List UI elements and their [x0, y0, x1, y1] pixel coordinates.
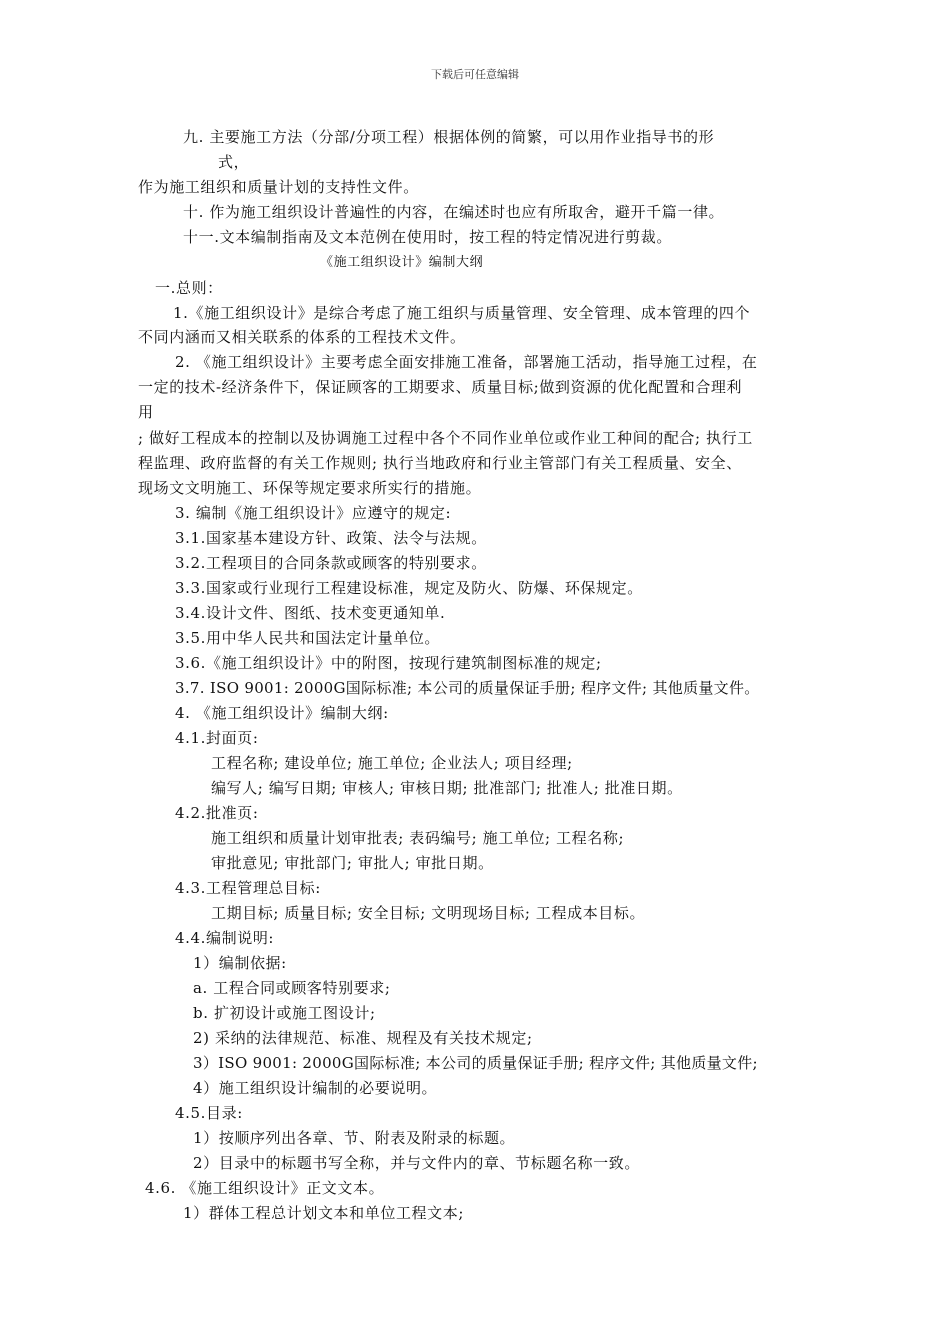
text-line: 十. 作为施工组织设计普遍性的内容，在编述时也应有所取舍，避开千篇一律。 — [183, 203, 725, 221]
text-line: 一定的技术-经济条件下，保证顾客的工期要求、质量目标;做到资源的优化配置和合理利 — [138, 378, 743, 396]
text-line: 3.6.《施工组织设计》中的附图，按现行建筑制图标准的规定; — [175, 654, 602, 672]
text-line: 审批意见; 审批部门; 审批人; 审批日期。 — [211, 854, 494, 872]
text-line: 九. 主要施工方法（分部/分项工程）根据体例的简繁，可以用作业指导书的形 — [183, 128, 715, 146]
text-line: 程监理、政府监督的有关工作规则; 执行当地政府和行业主管部门有关工程质量、安全、 — [138, 454, 742, 472]
text-line: 3.1.国家基本建设方针、政策、法令与法规。 — [175, 529, 487, 547]
text-line: ; 做好工程成本的控制以及协调施工过程中各个不同作业单位或作业工种间的配合; 执行工 — [138, 429, 753, 447]
text-line: 3. 编制《施工组织设计》应遵守的规定: — [175, 504, 452, 522]
text-line: 4.2.批准页: — [175, 804, 259, 822]
text-line: 2. 《施工组织设计》主要考虑全面安排施工准备，部署施工活动，指导施工过程，在 — [175, 353, 758, 371]
text-line: 4.1.封面页: — [175, 729, 259, 747]
text-line: 十一.文本编制指南及文本范例在使用时，按工程的特定情况进行剪裁。 — [183, 228, 672, 246]
text-line: 2）目录中的标题书写全称，并与文件内的章、节标题名称一致。 — [193, 1154, 640, 1172]
text-line: 4.3.工程管理总目标: — [175, 879, 321, 897]
text-line: 1）按顺序列出各章、节、附表及附录的标题。 — [193, 1129, 516, 1147]
text-line: 编写人; 编写日期; 审核人; 审核日期; 批准部门; 批准人; 批准日期。 — [211, 779, 683, 797]
text-line: 3.5.用中华人民共和国法定计量单位。 — [175, 629, 441, 647]
text-line: 作为施工组织和质量计划的支持性文件。 — [138, 178, 419, 196]
section-heading: 一.总则： — [155, 279, 223, 297]
text-line: 工期目标; 质量目标; 安全目标; 文明现场目标; 工程成本目标。 — [211, 904, 646, 922]
text-line: 3）ISO 9001: 2000G国际标准; 本公司的质量保证手册; 程序文件; 其他质量文件; — [193, 1054, 758, 1072]
text-line: 1）群体工程总计划文本和单位工程文本; — [183, 1204, 464, 1222]
text-line: 4.4.编制说明: — [175, 929, 275, 947]
text-line: 3.3.国家或行业现行工程建设标准，规定及防火、防爆、环保规定。 — [175, 579, 643, 597]
text-line: 3.2.工程项目的合同条款或顾客的特别要求。 — [175, 554, 487, 572]
text-line: 4. 《施工组织设计》编制大纲: — [175, 704, 389, 722]
text-line: 式， — [218, 153, 250, 171]
text-line: 用 — [138, 403, 154, 421]
text-line: 不同内涵而又相关联系的体系的工程技术文件。 — [138, 328, 466, 346]
text-line: 1）编制依据: — [193, 954, 287, 972]
text-line: 3.4.设计文件、图纸、技术变更通知单. — [175, 604, 446, 622]
text-line: 4.6. 《施工组织设计》正文文本。 — [145, 1179, 385, 1197]
text-line: 2) 采纳的法律规范、标准、规程及有关技术规定; — [193, 1029, 533, 1047]
text-line: 现场文文明施工、环保等规定要求所实行的措施。 — [138, 479, 482, 497]
text-line: 施工组织和质量计划审批表; 表码编号; 施工单位; 工程名称; — [211, 829, 625, 847]
text-line: 工程名称; 建设单位; 施工单位; 企业法人; 项目经理; — [211, 754, 573, 772]
text-line: b. 扩初设计或施工图设计; — [193, 1004, 376, 1022]
text-line: 3.7. ISO 9001: 2000G国际标准; 本公司的质量保证手册; 程序文件; 其他质量文件。 — [175, 679, 760, 697]
text-line: a. 工程合同或顾客特别要求; — [193, 979, 391, 997]
page-header: 下载后可任意编辑 — [431, 68, 519, 81]
text-line: 1.《施工组织设计》是综合考虑了施工组织与质量管理、安全管理、成本管理的四个 — [173, 304, 751, 322]
outline-title: 《施工组织设计》编制大纲 — [320, 255, 484, 270]
text-line: 4）施工组织设计编制的必要说明。 — [193, 1079, 438, 1097]
text-line: 4.5.目录: — [175, 1104, 243, 1122]
